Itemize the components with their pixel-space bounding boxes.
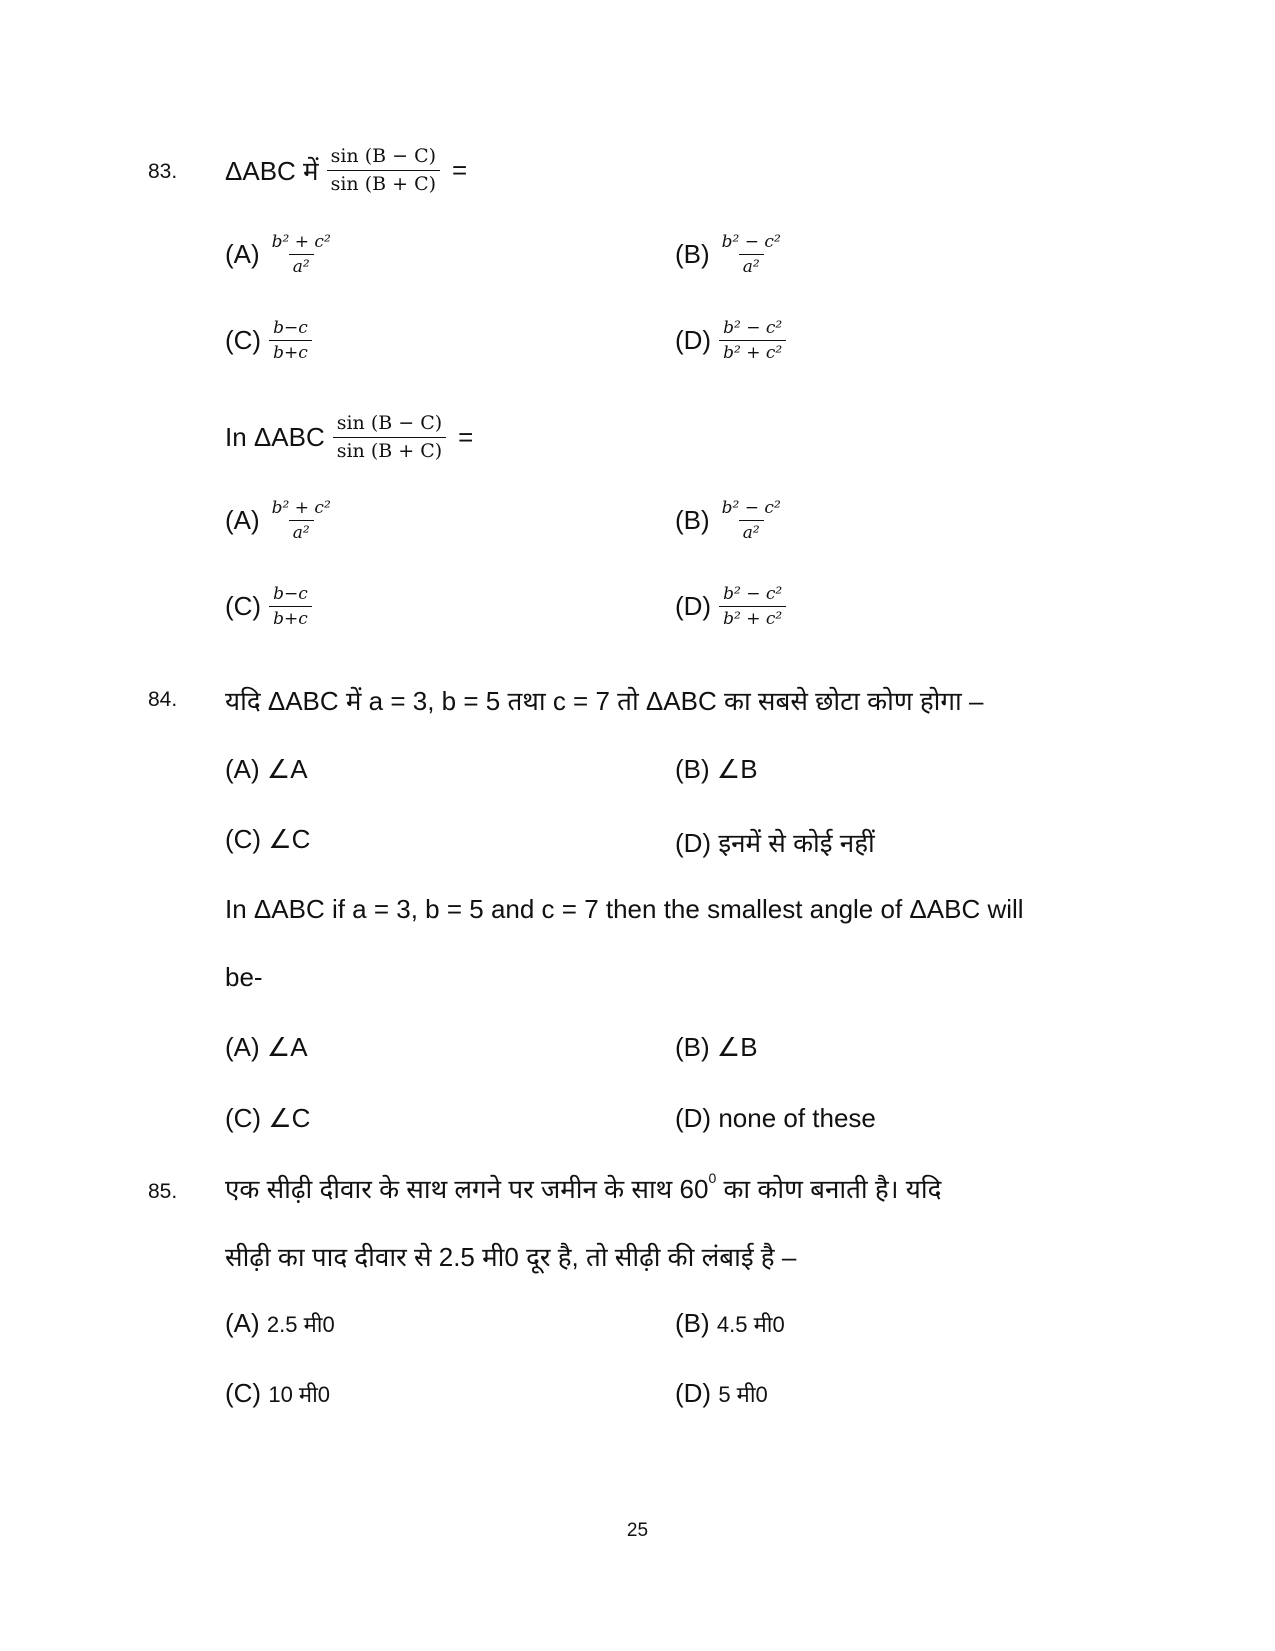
option-label: (B) [675, 505, 710, 536]
q84-hindi-stem: यदि ΔABC में a = 3, b = 5 तथा c = 7 तो ΔABC का सबसे छोटा कोण होगा – [225, 686, 984, 716]
fraction-denominator: a² [289, 520, 314, 543]
q83-hindi-stem [225, 145, 467, 196]
q83-hindi-option-c[interactable] [225, 318, 318, 364]
q83-hindi-option-b[interactable] [675, 232, 791, 278]
option-label: (C) [225, 591, 262, 622]
option-value: 4.5 मी0 [716, 1311, 785, 1337]
fraction-numerator: b² − c² [723, 318, 783, 338]
q83-lhs-fraction [327, 145, 440, 196]
option-fraction [269, 318, 312, 364]
q84-english-option-d[interactable]: (D) none of these [675, 1103, 876, 1133]
fraction-numerator: sin (B − C) [336, 412, 443, 434]
q85-line1-text: एक सीढ़ी दीवार के साथ लगने पर जमीन के साथ 60 [225, 1174, 709, 1204]
q83-english-option-d[interactable] [675, 584, 792, 630]
question-number-85: 85. [148, 1180, 178, 1203]
q84-english-stem-line2: be- [225, 962, 263, 992]
q83-english-prefix: In ΔABC [225, 421, 325, 452]
q83-english-option-a[interactable] [225, 498, 341, 544]
q84-english-option-a[interactable]: (A) ∠A [225, 1032, 308, 1062]
option-value: 10 मी0 [268, 1381, 331, 1407]
fraction-denominator: a² [739, 254, 764, 277]
option-label: (D) [675, 591, 712, 622]
fraction-numerator: b² − c² [721, 498, 781, 518]
q83-equals: = [452, 154, 468, 185]
option-label: (D) [675, 325, 712, 356]
q85-stem-line1 [225, 1170, 941, 1206]
option-label: (B) [675, 1308, 710, 1338]
fraction-denominator: b+c [269, 606, 312, 629]
q83-english-option-c[interactable] [225, 584, 318, 630]
q84-hindi-option-d[interactable]: (D) इनमें से कोई नहीं [675, 828, 875, 858]
page-number: 25 [626, 1520, 649, 1541]
option-value: 5 मी0 [718, 1381, 768, 1407]
fraction-numerator: b² + c² [271, 498, 331, 518]
question-number-84: 84. [148, 688, 178, 711]
q83-hindi-option-d[interactable] [675, 318, 792, 364]
fraction-numerator: b² − c² [723, 584, 783, 604]
option-label: (A) [225, 1308, 260, 1338]
fraction-numerator: b² + c² [271, 232, 331, 252]
fraction-denominator: b+c [269, 340, 312, 363]
q84-hindi-option-b[interactable]: (B) ∠B [675, 754, 758, 784]
fraction-denominator: a² [739, 520, 764, 543]
option-label: (D) [675, 1378, 712, 1408]
option-fraction [268, 232, 335, 278]
q84-hindi-option-c[interactable]: (C) ∠C [225, 824, 311, 854]
q83-hindi-prefix: ΔABC में [225, 156, 319, 187]
option-label: (C) [225, 1378, 262, 1408]
degree-superscript: 0 [708, 1170, 717, 1186]
option-fraction [268, 498, 335, 544]
q84-english-option-c[interactable]: (C) ∠C [225, 1103, 311, 1133]
q83-english-option-b[interactable] [675, 498, 791, 544]
fraction-numerator: b−c [273, 318, 308, 338]
question-number-83: 83. [148, 160, 178, 183]
q85-line1-text-end: का कोण बनाती है। यदि [716, 1174, 942, 1204]
q85-option-d[interactable] [675, 1378, 768, 1409]
option-fraction [718, 498, 785, 544]
option-fraction [269, 584, 312, 630]
q83-lhs-denominator: sin (B + C) [327, 170, 440, 196]
q83-equals-english: = [458, 421, 474, 452]
option-label: (C) [225, 325, 262, 356]
option-fraction [719, 584, 786, 630]
q83-hindi-option-a[interactable] [225, 232, 341, 278]
q85-stem-line2: सीढ़ी का पाद दीवार से 2.5 मी0 दूर है, तो सीढ़ी की लंबाई है – [225, 1242, 797, 1272]
q83-lhs-numerator: sin (B − C) [330, 145, 437, 167]
q84-english-option-b[interactable]: (B) ∠B [675, 1032, 758, 1062]
q83-english-stem [225, 412, 473, 463]
fraction-denominator: b² + c² [719, 606, 786, 629]
q85-option-c[interactable] [225, 1378, 330, 1409]
fraction-numerator: b² − c² [721, 232, 781, 252]
option-label: (A) [225, 505, 260, 536]
option-fraction [718, 232, 785, 278]
q84-hindi-option-a[interactable]: (A) ∠A [225, 754, 308, 784]
option-fraction [719, 318, 786, 364]
fraction-denominator: b² + c² [719, 340, 786, 363]
option-label: (B) [675, 239, 710, 270]
q84-english-stem-line1: In ΔABC if a = 3, b = 5 and c = 7 then the smallest angle of ΔABC will [225, 894, 1024, 924]
q83-lhs-fraction-english [333, 412, 446, 463]
q85-option-b[interactable] [675, 1308, 785, 1339]
fraction-denominator: sin (B + C) [333, 437, 446, 463]
fraction-numerator: b−c [273, 584, 308, 604]
option-value: 2.5 मी0 [266, 1311, 335, 1337]
fraction-denominator: a² [289, 254, 314, 277]
option-label: (A) [225, 239, 260, 270]
q85-option-a[interactable] [225, 1308, 335, 1339]
